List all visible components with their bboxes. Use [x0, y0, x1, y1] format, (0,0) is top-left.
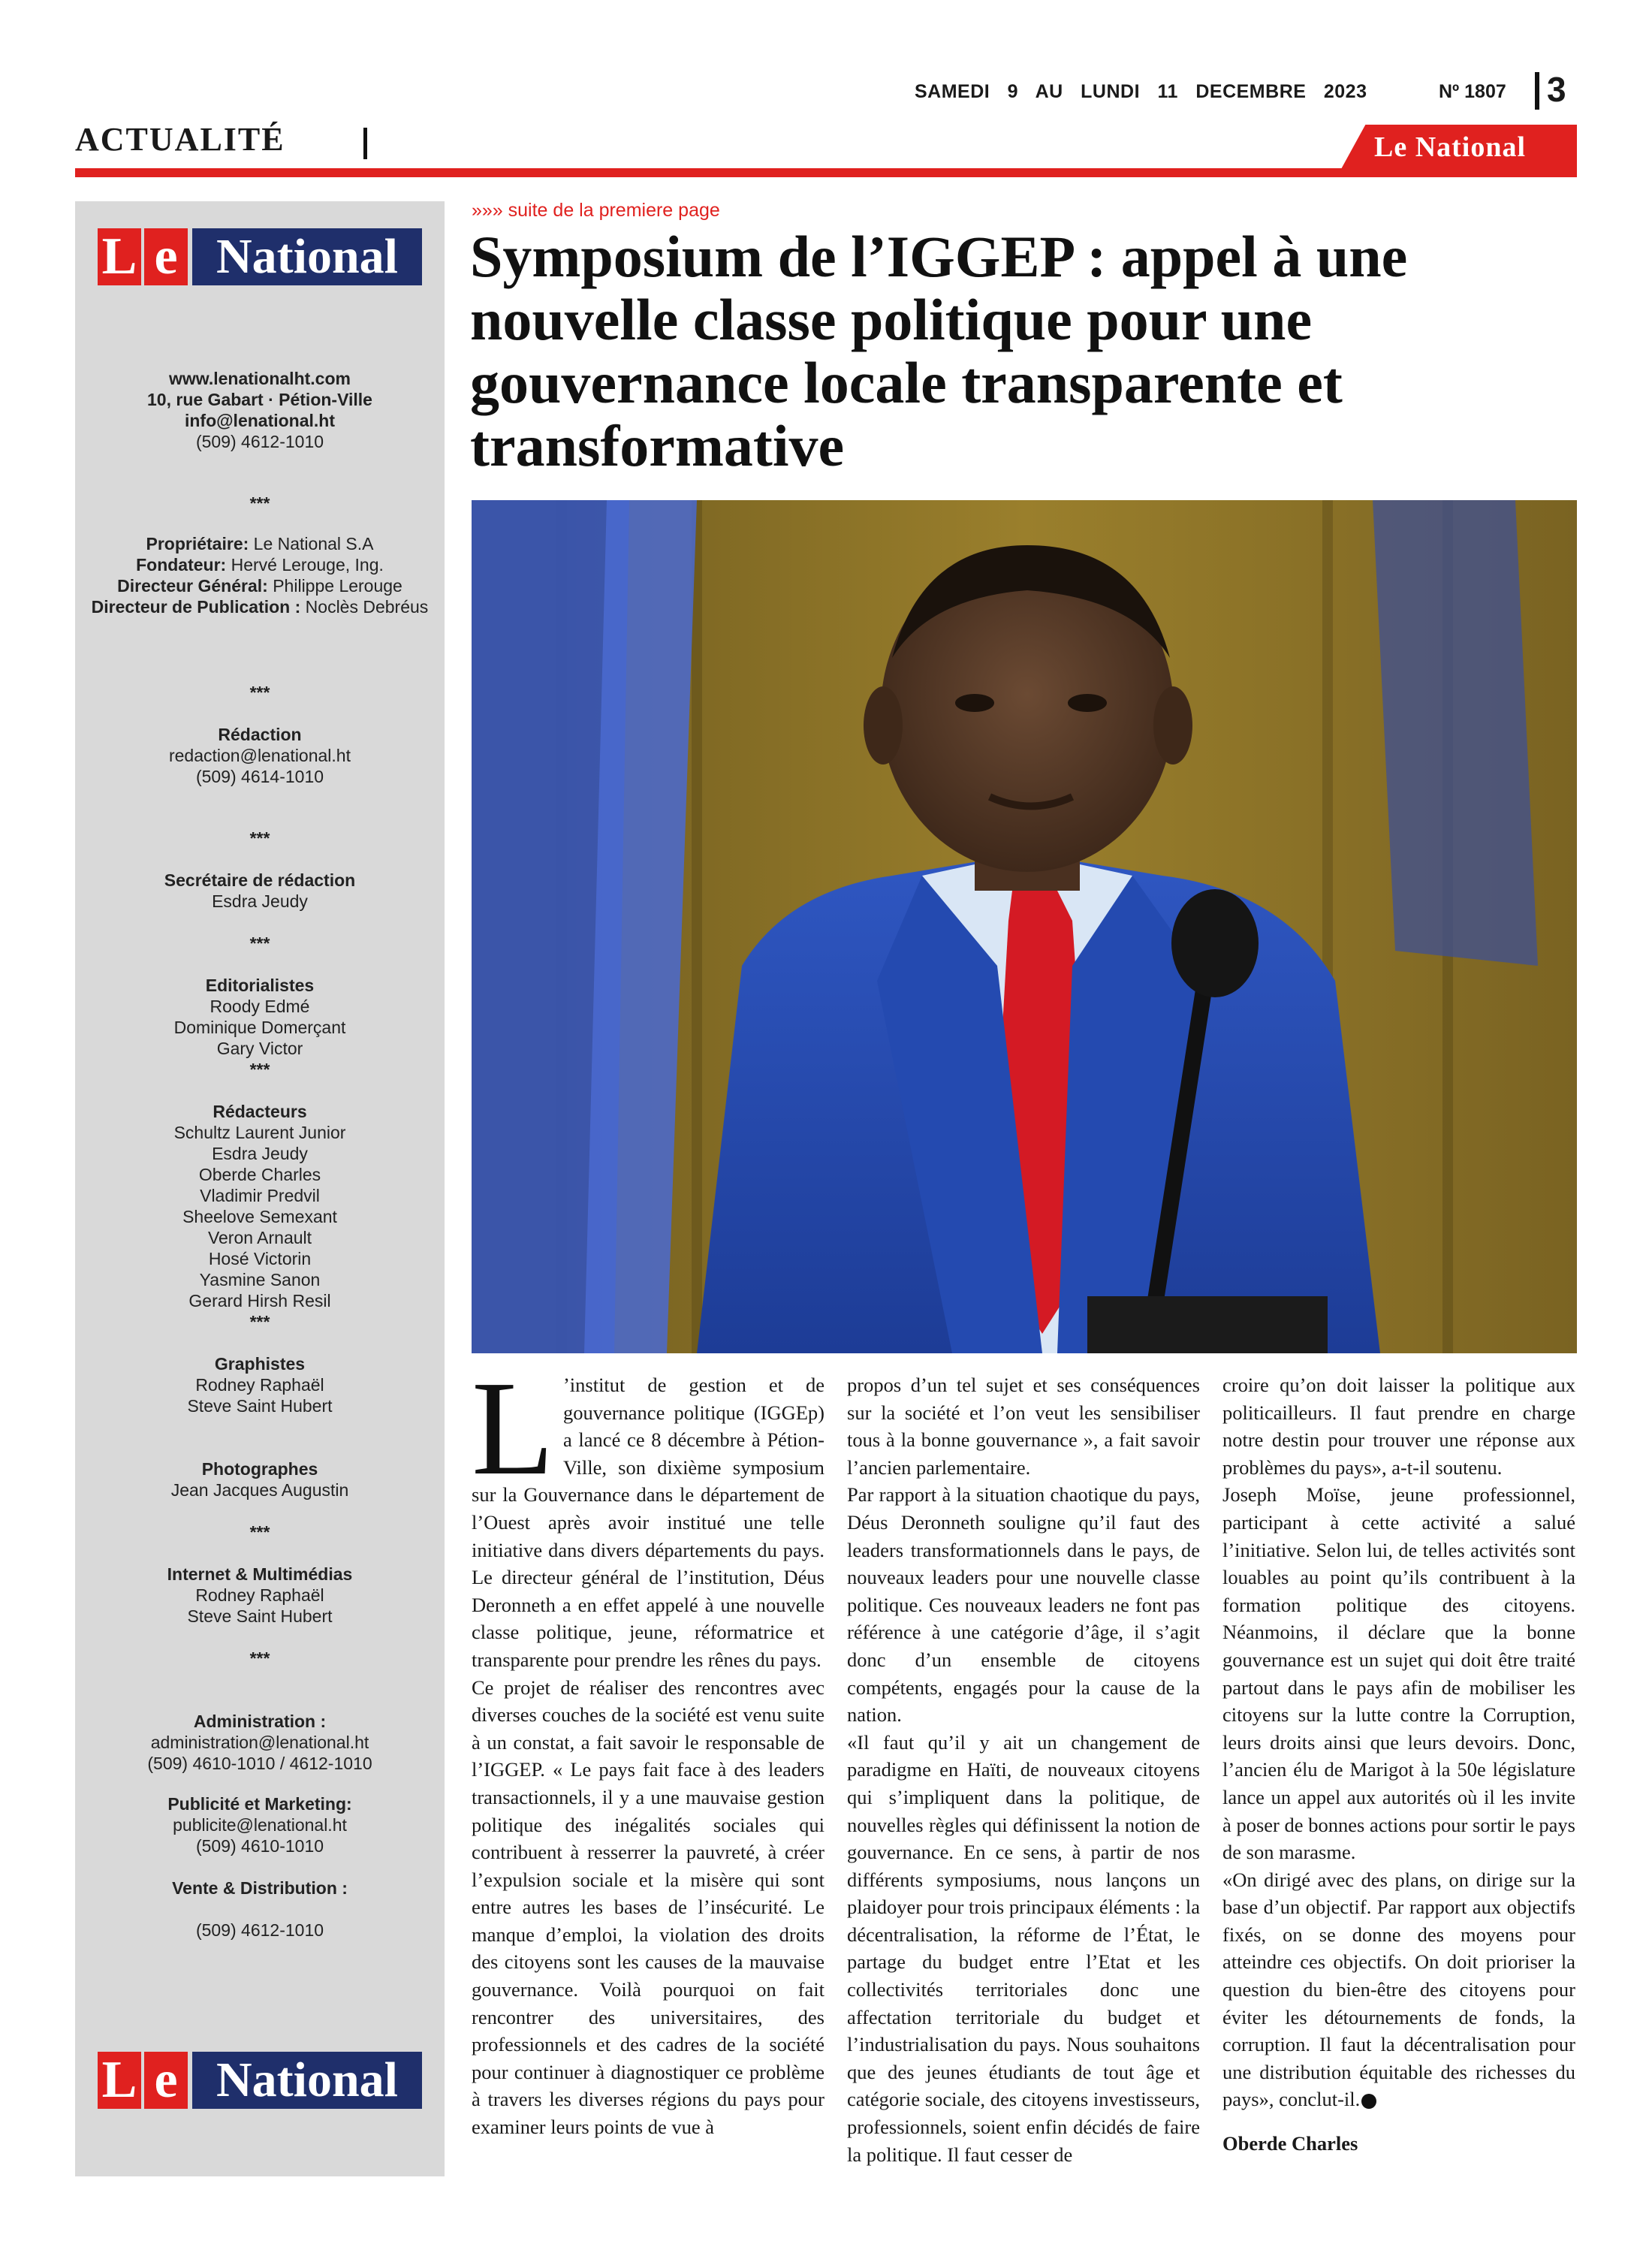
redacteur-name: Hosé Victorin	[208, 1249, 312, 1268]
logo-national: National	[192, 2052, 422, 2109]
internet-name: Rodney Raphaël	[195, 1585, 324, 1605]
redacteur-name: Gerard Hirsh Resil	[188, 1291, 331, 1310]
internet-title: Internet & Multimédias	[167, 1564, 353, 1584]
secretaire-block	[75, 870, 445, 912]
redaction-phone: (509) 4614-1010	[195, 767, 324, 786]
redacteur-name: Esdra Jeudy	[212, 1144, 308, 1163]
separator: ***	[249, 1648, 270, 1668]
editorialistes-block	[75, 975, 445, 1059]
redacteurs-block	[75, 1101, 445, 1311]
section-divider	[363, 128, 367, 159]
page-number-divider	[1535, 72, 1539, 110]
website-link[interactable]: www.lenationalht.com	[169, 369, 351, 388]
publicite-email[interactable]: publicite@lenational.ht	[173, 1815, 347, 1835]
publicite-phone: (509) 4610-1010	[195, 1836, 324, 1856]
graphistes-block	[75, 1353, 445, 1416]
internet-block	[75, 1564, 445, 1627]
redacteur-name: Veron Arnault	[207, 1228, 312, 1247]
redacteur-name: Schultz Laurent Junior	[173, 1123, 346, 1142]
separator: ***	[249, 933, 270, 953]
redacteur-name: Yasmine Sanon	[199, 1270, 321, 1289]
founder-line: Fondateur: Hervé Lerouge, Ing.	[136, 555, 384, 575]
paragraph: Joseph Moïse, jeune professionnel, participant à cette activité a salué l’initiative. Selon lui, de telles activités sont louables au point qu’ils contribuent à la formation politique des citoyens. Néanmoins, il déclare que la bonne gouvernance est un sujet qui doit être traité partout dans le pays afin de mobiliser les citoyens sur la lutte contre la Corruption, leurs droits ainsi que leurs devoirs. Donc, l’ancien élu de Marigot à la 50e législature lance un appel aux autorités où il les invite à poser de bonnes actions pour sortir le pays de son marasme.	[1222, 1483, 1575, 1864]
phone: (509) 4612-1010	[195, 432, 324, 451]
paragraph: propos d’un tel sujet et ses conséquences sur la société et l’on veut les sensibiliser tous à la bonne gouvernance », a fait savoir l’ancien parlementaire.	[847, 1374, 1200, 1479]
issue-date: SAMEDI 9 AU LUNDI 11 DECEMBRE 2023	[915, 81, 1367, 102]
vente-title: Vente & Distribution :	[172, 1878, 348, 1898]
separator: ***	[249, 1060, 270, 1079]
header-rule	[75, 168, 1577, 177]
contact-block	[75, 368, 445, 452]
secretaire-name: Esdra Jeudy	[212, 891, 308, 911]
article-column-3	[1222, 1371, 1575, 2158]
separator: ***	[249, 1312, 270, 1332]
page-number: 3	[1547, 70, 1566, 109]
drop-cap: L	[472, 1353, 554, 1503]
administration-email[interactable]: administration@lenational.ht	[150, 1733, 369, 1752]
editorialiste-name: Dominique Domerçant	[173, 1018, 346, 1037]
redacteur-name: Vladimir Predvil	[200, 1186, 320, 1205]
le-national-logo-top	[98, 224, 422, 290]
address: 10, rue Gabart · Pétion-Ville	[147, 390, 372, 409]
vente-spacer	[75, 1899, 445, 1920]
photographe-name: Jean Jacques Augustin	[170, 1480, 349, 1500]
director-general-line: Directeur Général: Philippe Lerouge	[117, 576, 402, 596]
paragraph: Par rapport à la situation chaotique du pays, Déus Deronneth souligne qu’il faut des leaders transformationnels dans le pays, de nouveaux leaders pour une nouvelle classe politique. Ces nouveaux leaders ne font pas référence à une catégorie d’âge, il s’agit donc d’un ensemble de citoyens compétents, engagés pour la cause de la nation.	[847, 1483, 1200, 1727]
publicite-title: Publicité et Marketing:	[167, 1794, 352, 1814]
logo-letter-l: L	[98, 2052, 141, 2109]
redaction-block	[75, 724, 445, 787]
article-column-2	[847, 1371, 1200, 2168]
email-link[interactable]: info@lenational.ht	[184, 411, 336, 430]
article-headline: Symposium de l’IGGEP : appel à une nouvelle classe politique pour une gouvernance locale transparente et transformative	[470, 224, 1408, 478]
graphistes-title: Graphistes	[214, 1354, 306, 1374]
logo-national: National	[192, 228, 422, 285]
separator: ***	[249, 828, 270, 848]
section-title: ACTUALITÉ	[75, 121, 285, 158]
secretaire-title: Secrétaire de rédaction	[164, 870, 356, 890]
editorialistes-title: Editorialistes	[205, 976, 315, 995]
editorialiste-name: Roody Edmé	[210, 997, 310, 1016]
paragraph: Ce projet de réaliser des rencontres avec diverses couches de la société est venu suite à un constat, a fait savoir le responsable de l’IGGEP. « Le pays fait face à des leaders transactionnels, il y a une mauvaise gestion politique des inégalités sociales qui contribuent à resserrer la pauvreté, à créer l’expulsion sociale et la misère qui sont entre autres les bases de l’insécurité. Le manque d’emploi, la violation des droits des citoyens sont les causes de la mauvaise gouvernance. Voilà pourquoi on fait rencontrer des universitaires, des professionnels et des cadres de la société pour continuer à diagnostiquer ce problème à travers les diverses régions du pays pour examiner leurs points de vue à	[472, 1675, 824, 2139]
separator: ***	[249, 683, 270, 702]
issue-number: Nº 1807	[1439, 81, 1506, 102]
paragraph: ’institut de gestion et de gouvernance politique (IGGEp) a lancé ce 8 décembre à Pétion-Ville, son dixième symposium sur la Gouvernance dans le département de l’Ouest après avoir institué une telle initiative dans divers départements du pays. Le directeur général de l’institution, Déus Deronneth a en effet appelé à une nouvelle classe politique, jeune, réformatrice et transparente pour prendre les rênes du pays.	[472, 1374, 824, 1671]
redacteur-name: Oberde Charles	[198, 1165, 321, 1184]
photographes-title: Photographes	[201, 1459, 318, 1479]
paragraph: «On dirigé avec des plans, on dirige sur la base d’un objectif. Par rapport aux objectifs fixés, on se donne des moyens pour atteindre ces objectifs. On doit prioriser la question du bien-être des citoyens pour éviter les détournements de fonds, la corruption. Il faut la décentralisation pour une distribution équitable des richesses du pays», conclut-il.	[1222, 1868, 1575, 2111]
speaker-at-podium-photo	[472, 500, 1577, 1353]
end-mark-icon	[1361, 2094, 1376, 2109]
administration-phone: (509) 4610-1010 / 4612-1010	[147, 1754, 372, 1773]
redaction-title: Rédaction	[218, 725, 302, 744]
graphiste-name: Steve Saint Hubert	[187, 1396, 333, 1416]
logo-le	[98, 228, 188, 285]
redacteurs-title: Rédacteurs	[213, 1102, 307, 1121]
logo-letter-e: e	[144, 2052, 188, 2109]
logo-letter-l: L	[98, 228, 141, 285]
director-publication-line: Directeur de Publication : Noclès Debréus	[91, 597, 429, 617]
photo-illustration	[472, 500, 1577, 1353]
publicite-block	[75, 1793, 445, 1856]
redaction-email[interactable]: redaction@lenational.ht	[168, 746, 351, 765]
paragraph: «Il faut qu’il y ait un changement de paradigme en Haïti, de nouveaux citoyens qui s’impliquent dans la politique, de nouvelles règles qui définissent la notion de gouvernance. En ce sens, à partir de nos différents symposiums, nous lançons un plaidoyer pour trois principaux éléments : la décentralisation, la réforme de l’État, le partage du budget entre l’Etat et les collectivités territoriales donc une affectation territoriale du budget et l’industrialisation du pays. Nous souhaitons que des jeunes étudiants de tout âge et catégorie sociale, des citoyens investisseurs, professionnels, soient enfin décidés de faire la politique. Il faut cesser de	[847, 1730, 1200, 2166]
administration-block	[75, 1711, 445, 1774]
masthead-sidebar	[75, 201, 445, 2176]
editorialiste-name: Gary Victor	[216, 1039, 303, 1058]
paragraph: croire qu’on doit laisser la politique aux politicailleurs. Il faut prendre en charge notre destin pour trouver une réponse aux problèmes du pays», a-t-il soutenu.	[1222, 1374, 1575, 1479]
vente-phone: (509) 4612-1010	[195, 1920, 324, 1940]
redacteur-name: Sheelove Semexant	[182, 1207, 337, 1226]
logo-letter-e: e	[144, 228, 188, 285]
ownership-block	[75, 533, 445, 617]
brand-tab-label: Le National	[1374, 131, 1527, 163]
vente-block	[75, 1878, 445, 1941]
photographes-block	[75, 1458, 445, 1500]
administration-title: Administration :	[193, 1712, 327, 1731]
internet-name: Steve Saint Hubert	[187, 1606, 333, 1626]
graphiste-name: Rodney Raphaël	[195, 1375, 324, 1395]
logo-le	[98, 2052, 188, 2109]
byline: Oberde Charles	[1222, 2132, 1358, 2155]
article-column-1	[472, 1353, 824, 2141]
separator: ***	[249, 1522, 270, 1542]
separator: ***	[249, 493, 270, 513]
le-national-logo-bottom	[98, 2047, 422, 2113]
owner-line: Propriétaire: Le National S.A	[146, 534, 374, 553]
continuation-kicker: »»» suite de la premiere page	[472, 200, 720, 221]
